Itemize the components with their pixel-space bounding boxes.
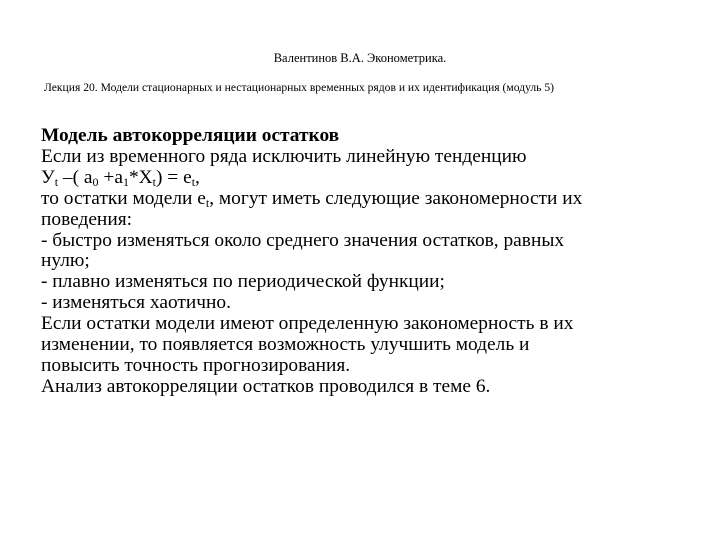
formula-e-subscript: t — [191, 174, 196, 189]
formula-a0-subscript: 0 — [92, 174, 99, 189]
formula-part: –( a — [58, 166, 93, 188]
slide-body — [41, 126, 691, 398]
residual-subscript: t — [205, 195, 210, 210]
formula-a1-subscript: 1 — [122, 174, 129, 189]
formula-part: *X — [128, 166, 153, 188]
list-item: - изменяться хаотично. — [41, 292, 231, 314]
text-line: Анализ автокорреляции остатков проводился в теме 6. — [41, 375, 491, 397]
list-item: - плавно изменяться по периодической функции; — [41, 271, 445, 293]
header-author: Валентинов В.А. Эконометрика. — [273, 51, 447, 65]
text-line: нулю; — [41, 250, 90, 272]
slide-title: Модель автокорреляции остатков — [41, 125, 340, 146]
text-line: Если остатки модели имеют определенную закономерность в их — [41, 313, 574, 335]
formula-y-subscript: t — [54, 174, 59, 189]
text-line: Если из временного ряда исключить линейную тенденцию — [41, 145, 527, 167]
formula-part: ) = e — [155, 166, 192, 188]
text-line: повысить точность прогнозирования. — [41, 354, 351, 376]
list-item: - быстро изменяться около среднего значения остатков, равных — [41, 229, 565, 251]
formula-line — [41, 168, 691, 189]
formula-y: У — [41, 166, 55, 188]
text-line: поведения: — [41, 208, 132, 230]
formula-part: , — [195, 166, 200, 188]
header-lecture: Лекция 20. Модели стационарных и нестационарных временных рядов и их идентификация (модуль 5) — [44, 81, 554, 94]
formula-part: +a — [98, 166, 123, 188]
text-segment: , могут иметь следующие закономерности их — [209, 187, 583, 209]
text-line: изменении, то появляется возможность улучшить модель и — [41, 334, 530, 356]
text-segment: то остатки модели e — [41, 187, 206, 209]
text-line — [41, 189, 691, 210]
formula-x-subscript: t — [152, 174, 156, 189]
